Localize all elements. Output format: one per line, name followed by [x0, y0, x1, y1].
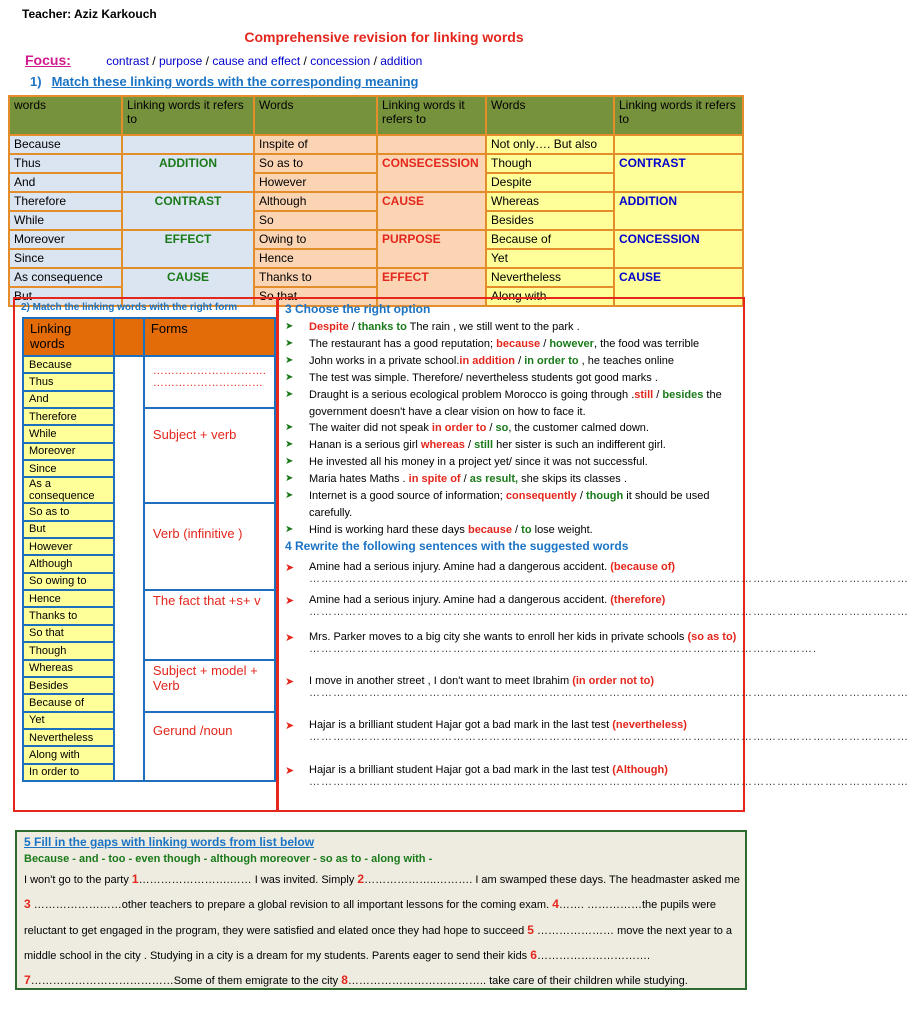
- sentence-text: The waiter did not speak: [309, 422, 432, 435]
- list-item: However: [23, 538, 114, 555]
- arrow-bullet-icon: ➤: [285, 337, 294, 349]
- focus-item: concession: [310, 54, 371, 68]
- arrow-bullet-icon: ➤: [285, 456, 294, 468]
- gap-number: 3: [24, 897, 31, 912]
- list-item: [285, 387, 740, 421]
- list-item: Since: [23, 460, 114, 477]
- word-cell: So as to: [254, 154, 377, 173]
- slash: /: [653, 388, 663, 401]
- option-a[interactable]: in order to: [431, 422, 487, 435]
- word-cell: Because: [9, 135, 122, 154]
- word-cell: Besides: [486, 211, 614, 230]
- option-a[interactable]: because: [496, 337, 541, 350]
- arrow-bullet-icon: ➤: [285, 490, 294, 502]
- list-item: And: [23, 391, 114, 408]
- meaning-cell: [122, 211, 254, 230]
- focus-item: contrast: [106, 54, 149, 68]
- arrow-bullet-icon: ➤: [285, 562, 295, 574]
- sentence-text: [285, 764, 740, 776]
- option-b[interactable]: though: [585, 490, 624, 503]
- meaning-cell: CONSECESSION: [377, 154, 486, 173]
- gap-number: 6: [530, 947, 537, 962]
- word-cell: Although: [254, 192, 377, 211]
- section5-caption: 5 Fill in the gaps with linking words from list below: [24, 835, 315, 849]
- arrow-bullet-icon: ➤: [285, 765, 295, 777]
- gap-fill-paragraph: [24, 867, 742, 993]
- arrow-bullet-icon: ➤: [285, 321, 294, 332]
- list-item: [285, 420, 740, 437]
- paragraph-text: ………………………….: [536, 949, 650, 962]
- table-header: Linking words: [23, 318, 114, 356]
- sentence-text: The rain , we still went to the park .: [406, 321, 580, 333]
- rewrite-item: [285, 719, 909, 743]
- table-header: Linking words it refers to: [614, 96, 743, 135]
- meaning-cell: [377, 249, 486, 268]
- meaning-cell: [122, 249, 254, 268]
- option-a[interactable]: consequently: [505, 490, 577, 503]
- focus-item: addition: [380, 54, 423, 68]
- gap-number: 5: [527, 922, 534, 937]
- meaning-cell: ADDITION: [122, 154, 254, 173]
- word-cell: Despite: [486, 173, 614, 192]
- list-item: [285, 319, 740, 336]
- table-header: Forms: [144, 318, 275, 356]
- paragraph-text: ………………… move the next year to a middle school in the city . Studying in a city is a dream for my students. Parents eager to send their kids: [24, 924, 733, 962]
- meaning-cell: [122, 135, 254, 154]
- form-cell: Subject + model + Verb: [144, 660, 275, 712]
- meaning-cell: CAUSE: [377, 192, 486, 211]
- sentence-text: , the customer calmed down.: [508, 422, 649, 435]
- word-cell: Because of: [486, 230, 614, 249]
- paragraph-text: ………………..………. I am swamped these days. The headmaster asked me: [364, 874, 740, 886]
- answer-line[interactable]: ……………………………………………………………………………………………………………………………………: [309, 687, 909, 699]
- option-a[interactable]: still: [634, 388, 654, 401]
- section4-caption: 4 Rewrite the following sentences with the suggested words: [285, 539, 629, 553]
- list-item: Besides: [23, 677, 114, 694]
- focus-item: purpose: [158, 54, 203, 68]
- rewrite-item: [285, 631, 818, 655]
- list-item: Although: [23, 555, 114, 572]
- meaning-cell: EFFECT: [377, 268, 486, 287]
- gap-number: 7: [24, 973, 31, 988]
- sentence-text: Hanan is a serious girl: [309, 439, 421, 452]
- paragraph-text: I won't go to the party: [24, 874, 132, 886]
- option-b[interactable]: to: [521, 523, 532, 536]
- list-item: So as to: [23, 503, 114, 520]
- option-a[interactable]: Despite: [309, 321, 349, 333]
- arrow-bullet-icon: ➤: [285, 422, 294, 434]
- word-cell: While: [9, 211, 122, 230]
- sentence: Hajar is a brilliant student Hajar got a bad mark in the last test: [309, 719, 613, 731]
- list-item: While: [23, 425, 114, 442]
- gap-number: 1: [131, 872, 139, 886]
- word-cell: And: [9, 173, 122, 192]
- focus-line: Focus: contrast / purpose / cause and effect / concession / addition: [25, 52, 423, 68]
- arrow-bullet-icon: ➤: [285, 632, 295, 644]
- list-item: Though: [23, 642, 114, 659]
- list-item: [285, 370, 740, 387]
- word-cell: Hence: [254, 249, 377, 268]
- sentence-text: the government doesn't have a clear vision on how to face it.: [309, 388, 722, 418]
- list-item: So owing to: [23, 573, 114, 590]
- gap-number: 2: [357, 872, 365, 886]
- table-header: [114, 318, 144, 356]
- sentence-text: her sister is such an indifferent girl.: [493, 439, 666, 452]
- form-cell: Gerund /noun: [144, 712, 275, 781]
- meaning-cell: [377, 135, 486, 154]
- arrow-bullet-icon: ➤: [285, 354, 294, 366]
- list-item: In order to: [23, 764, 114, 781]
- suggested-word: (so as to): [687, 631, 737, 643]
- word-cell: So: [254, 211, 377, 230]
- table-header: Linking words it refers to: [377, 96, 486, 135]
- word-cell: Nevertheless: [486, 268, 614, 287]
- word-cell: Owing to: [254, 230, 377, 249]
- sentence-text: John works in a private school.: [309, 354, 460, 367]
- gap-number: 4: [552, 897, 559, 912]
- rewrite-item: [285, 594, 909, 618]
- word-cell: As consequence: [9, 268, 122, 287]
- list-item: Moreover: [23, 443, 114, 460]
- gap-number: 8: [341, 973, 348, 988]
- slash: /: [464, 439, 475, 452]
- form-cell: The fact that +s+ v: [144, 590, 275, 659]
- word-cell: Though: [486, 154, 614, 173]
- paragraph-text: …………………………………Some of them emigrate to the city: [30, 975, 342, 988]
- word-cell: Not only…. But also: [486, 135, 614, 154]
- sentence-text: , he teaches online: [578, 354, 674, 367]
- word-cell: Yet: [486, 249, 614, 268]
- sentence-text: , the food was terrible: [593, 337, 700, 350]
- suggested-word: (nevertheless): [612, 719, 687, 731]
- section2-box: [13, 297, 278, 812]
- sentence-text: He invested all his money in a project yet/ since it was not successful.: [309, 456, 648, 469]
- option-b[interactable]: still: [474, 439, 494, 452]
- list-item: Thus: [23, 373, 114, 390]
- option-b[interactable]: however: [549, 337, 594, 350]
- option-b[interactable]: as result,: [469, 473, 519, 486]
- arrow-bullet-icon: ➤: [285, 388, 294, 400]
- list-item: Thanks to: [23, 607, 114, 624]
- paragraph-text: ……………………………….. take care of their children while studying.: [347, 975, 688, 988]
- focus-item: cause and effect: [212, 54, 301, 68]
- option-a[interactable]: because: [467, 523, 512, 536]
- list-item: [285, 488, 740, 522]
- meaning-cell: [614, 249, 743, 268]
- option-a[interactable]: in spite of: [408, 473, 461, 486]
- sentence: Amine had a serious injury. Amine had a dangerous accident.: [309, 561, 611, 573]
- meaning-cell: CONTRAST: [122, 192, 254, 211]
- table-header: words: [9, 96, 122, 135]
- word-cell: Thus: [9, 154, 122, 173]
- meaning-cell: [614, 173, 743, 192]
- slash: /: [348, 321, 358, 333]
- list-item: [285, 437, 740, 454]
- suggested-word: (in order not to): [572, 675, 655, 687]
- list-item: Hence: [23, 590, 114, 607]
- list-item: [285, 471, 740, 488]
- meaning-cell: ADDITION: [614, 192, 743, 211]
- slash: /: [540, 337, 550, 350]
- list-item: Because: [23, 356, 114, 373]
- table-header: Words: [486, 96, 614, 135]
- form-cell: Subject + verb: [144, 408, 275, 503]
- meaning-cell: CONCESSION: [614, 230, 743, 249]
- answer-line[interactable]: ……………………………………………………………………………………………………………………………………: [309, 731, 909, 743]
- section3-box: [277, 297, 909, 812]
- suggested-word: (therefore): [610, 594, 666, 606]
- word-cell: Whereas: [486, 192, 614, 211]
- option-a[interactable]: in addition: [459, 354, 516, 367]
- list-item: As a consequence: [23, 477, 114, 503]
- sentence-text: [285, 594, 740, 606]
- sentence-text: Hind is working hard these days: [309, 523, 468, 536]
- meaning-cell: [614, 211, 743, 230]
- section5-box: [15, 830, 747, 990]
- sentence-text: lose weight.: [531, 523, 593, 536]
- option-a[interactable]: whereas: [420, 439, 465, 452]
- sentence-text: [285, 675, 740, 687]
- meaning-cell: [122, 173, 254, 192]
- list-item: [285, 522, 740, 539]
- page-title: Comprehensive revision for linking words: [244, 29, 524, 45]
- suggested-word: (because of): [610, 561, 676, 573]
- arrow-bullet-icon: ➤: [285, 676, 295, 688]
- arrow-bullet-icon: ➤: [285, 371, 294, 383]
- sentence-text: Maria hates Maths .: [309, 473, 409, 486]
- slash: /: [576, 490, 586, 503]
- paragraph-text: …………………….…… I was invited. Simply: [138, 874, 358, 886]
- sentence-text: Internet is a good source of information;: [309, 490, 506, 503]
- option-list: [285, 319, 740, 539]
- section3-caption: 3 Choose the right option: [285, 302, 431, 316]
- sentence: I move in another street , I don't want to meet Ibrahim: [309, 675, 573, 687]
- list-item: Whereas: [23, 660, 114, 677]
- word-cell: But: [9, 287, 122, 306]
- arrow-bullet-icon: ➤: [285, 720, 295, 732]
- sentence-text: [285, 631, 740, 643]
- suggested-word: (Although): [612, 764, 668, 776]
- meaning-cell: PURPOSE: [377, 230, 486, 249]
- option-b[interactable]: so: [495, 422, 509, 435]
- linking-words-table: [8, 95, 744, 307]
- option-b[interactable]: in order to: [524, 354, 579, 367]
- sentence-text: [285, 719, 740, 731]
- paragraph-text: ……………………other teachers to prepare a global revision to all important lessons for the coming exam.: [30, 899, 553, 912]
- section1-heading: 1) Match these linking words with the corresponding meaning: [30, 74, 419, 89]
- sentence: Hajar is a brilliant student Hajar got a bad mark in the last test: [309, 764, 613, 776]
- word-cell: Moreover: [9, 230, 122, 249]
- sentence-text: it should be used carefully.: [309, 490, 710, 519]
- word-cell: Therefore: [9, 192, 122, 211]
- word-list: Because - and - too - even though - although moreover - so as to - along with -: [24, 853, 433, 865]
- word-cell: So that: [254, 287, 377, 306]
- arrow-bullet-icon: ➤: [285, 595, 295, 607]
- slash: /: [460, 473, 470, 486]
- list-item: [285, 336, 740, 353]
- list-item: Along with: [23, 746, 114, 763]
- answer-line[interactable]: ……………………………………………………………………………………………………………………………………: [309, 573, 909, 585]
- word-cell: Since: [9, 249, 122, 268]
- arrow-bullet-icon: ➤: [285, 523, 294, 535]
- sentence-text: The restaurant has a good reputation;: [309, 337, 497, 350]
- meaning-cell: [377, 173, 486, 192]
- meaning-cell: [377, 211, 486, 230]
- list-item: [285, 454, 740, 471]
- word-cell: However: [254, 173, 377, 192]
- option-b[interactable]: besides: [662, 388, 704, 401]
- list-item: Therefore: [23, 408, 114, 425]
- sentence-text: she skips its classes .: [518, 473, 627, 486]
- slash: /: [515, 354, 525, 367]
- list-item: Yet: [23, 712, 114, 729]
- sentence: Amine had a serious injury. Amine had a dangerous accident.: [309, 594, 611, 606]
- answer-line[interactable]: ……………………………………………………………………………………………………………………………………: [309, 606, 909, 618]
- sentence: Mrs. Parker moves to a big city she wants to enroll her kids in private schools: [309, 631, 688, 643]
- teacher-name: Teacher: Aziz Karkouch: [22, 7, 157, 21]
- sentence-text: The test was simple. Therefore/ nevertheless students got good marks .: [309, 371, 658, 384]
- sentence-text: Draught is a serious ecological problem Morocco is going through .: [309, 388, 635, 401]
- slash: /: [512, 523, 522, 536]
- rewrite-item: [285, 561, 909, 585]
- form-cell: Verb (infinitive ): [144, 503, 275, 590]
- list-item: So that: [23, 625, 114, 642]
- section2-caption: 2) Match the linking words with the right form: [21, 302, 238, 313]
- word-cell: Along with: [486, 287, 614, 306]
- meaning-cell: CAUSE: [122, 268, 254, 287]
- option-b[interactable]: thanks to: [357, 321, 407, 333]
- list-item: Nevertheless: [23, 729, 114, 746]
- table-header: Words: [254, 96, 377, 135]
- rewrite-item: [285, 764, 909, 788]
- rewrite-item: [285, 675, 909, 699]
- word-cell: Inspite of: [254, 135, 377, 154]
- word-cell: Thanks to: [254, 268, 377, 287]
- forms-table: [22, 317, 276, 782]
- list-item: But: [23, 521, 114, 538]
- sentence-text: [285, 561, 740, 573]
- table-header: Linking words it refers to: [122, 96, 254, 135]
- slash: /: [486, 422, 496, 435]
- meaning-cell: CONTRAST: [614, 154, 743, 173]
- answer-column[interactable]: [114, 356, 144, 781]
- answer-line[interactable]: ……………………………………………………………………………………………………………………………………: [309, 776, 909, 788]
- meaning-cell: [614, 135, 743, 154]
- meaning-cell: CAUSE: [614, 268, 743, 287]
- meaning-cell: EFFECT: [122, 230, 254, 249]
- answer-line[interactable]: ……………………………………………………………………………………………………………….: [309, 643, 818, 655]
- paragraph-text: ……. ……………the pupils were reluctant to get engaged in the program, they were satisfied and elated once they had hope to succeed: [24, 899, 716, 937]
- list-item: Because of: [23, 694, 114, 711]
- form-cell: …………………………. …………………………: [144, 356, 275, 408]
- arrow-bullet-icon: ➤: [285, 439, 294, 451]
- list-item: [285, 353, 740, 370]
- focus-label: Focus:: [25, 52, 71, 68]
- arrow-bullet-icon: ➤: [285, 473, 294, 485]
